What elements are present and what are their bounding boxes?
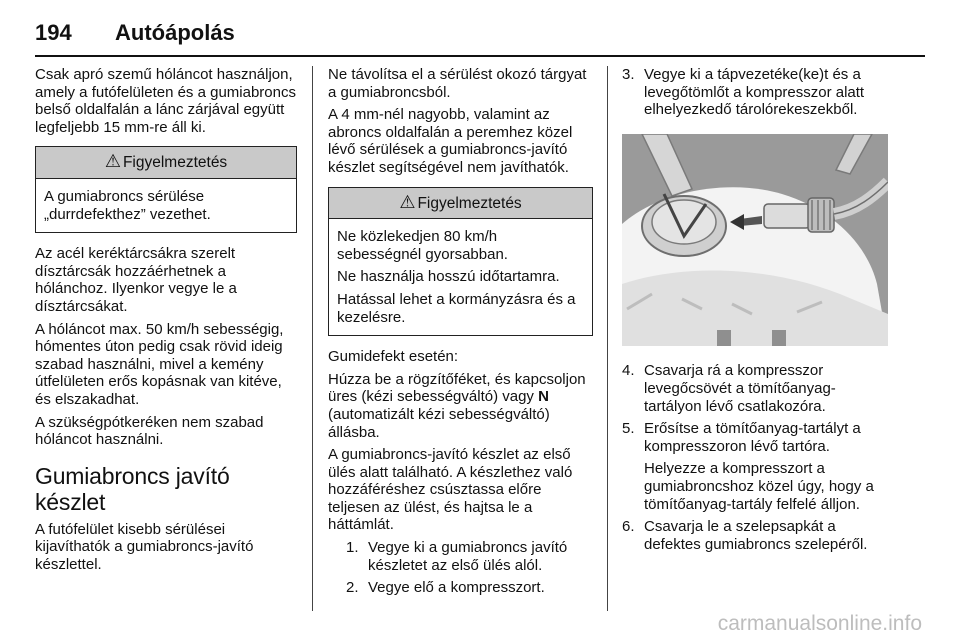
warning-triangle-icon: ⚠ bbox=[399, 191, 416, 212]
paragraph: A 4 mm-nél nagyobb, valamint az abroncs oldalfalán a peremhez közel lévő sérülések a gumiabroncs-javító készlet segítségével nem javíthatók. bbox=[328, 106, 573, 176]
step-number: 2. bbox=[346, 579, 359, 597]
step-text: Vegye ki a tápvezetéke(ke)t és a levegőtömlőt a kompresszor alatt elhelyezkedő tárolórekeszekből. bbox=[644, 66, 865, 119]
warning-header bbox=[36, 147, 296, 179]
paragraph: Csak apró szemű hóláncot használjon, amely a futófelületen és a gumiabroncs belső oldalfalán a lánc zárjával együtt legfeljebb 15 mm-re áll ki. bbox=[35, 66, 296, 136]
warning-text: Hatással lehet a kormányzásra és a kezelésre. bbox=[337, 290, 576, 326]
warning-body bbox=[36, 179, 296, 232]
section-heading: Gumiabroncs javító készlet bbox=[35, 462, 230, 515]
step-text: Csavarja rá a kompresszor levegőcsövét a tömítőanyag-tartályon lévő csatlakozóra. bbox=[644, 362, 836, 415]
paragraph: A gumiabroncs-javító készlet az első ülés alatt található. A készlethez való hozzáféréshez csúsztassa előre teljesen az ülést, és hajtsa le a háttámlát. bbox=[328, 446, 573, 534]
step-text: Csavarja le a szelepsapkát a defektes gumiabroncs szelepéről. bbox=[644, 518, 868, 553]
page-header bbox=[35, 20, 925, 60]
step-item bbox=[346, 539, 593, 574]
step-number: 1. bbox=[346, 539, 359, 557]
step-number: 6. bbox=[622, 518, 635, 536]
step-number: 3. bbox=[622, 66, 635, 83]
paragraph: Ne távolítsa el a sérülést okozó tárgyat a gumiabroncsból. bbox=[328, 66, 587, 101]
step-item bbox=[622, 362, 892, 415]
step-note: Helyezze a kompresszort a gumiabroncshoz közel úgy, hogy a tömítőanyag-tartály felfelé álljon. bbox=[644, 460, 874, 513]
header-rule bbox=[35, 55, 925, 57]
warning-text: Ne közlekedjen 80 km/h sebességnél gyorsabban. bbox=[337, 228, 508, 263]
text-run: Húzza be a rögzítőféket, és kapcsoljon üres (kézi sebességváltó) vagy bbox=[328, 370, 586, 406]
gear-position-n: N bbox=[538, 388, 549, 406]
warning-title: Figyelmeztetés bbox=[417, 194, 522, 212]
warning-text: A gumiabroncs sérülése „durrdefekthez” vezethet. bbox=[44, 187, 211, 223]
column-divider bbox=[607, 66, 608, 611]
column-3 bbox=[622, 66, 892, 558]
step-item bbox=[346, 579, 593, 597]
step-text: Vegye ki a gumiabroncs javító készletet az első ülés alól. bbox=[368, 539, 568, 574]
step-text: Vegye elő a kompresszort. bbox=[368, 579, 545, 597]
step-item bbox=[622, 420, 892, 455]
step-number: 5. bbox=[622, 420, 635, 438]
paragraph: A szükségpótkeréken nem szabad hóláncot használni. bbox=[35, 413, 264, 449]
column-divider bbox=[312, 66, 313, 611]
column-1 bbox=[35, 66, 297, 578]
paragraph: Gumidefekt esetén: bbox=[328, 348, 459, 366]
step-number: 4. bbox=[622, 362, 635, 380]
compressor-hose-illustration bbox=[622, 134, 888, 346]
paragraph: A hóláncot max. 50 km/h sebességig, hómentes úton pedig csak rövid ideig szabad használni, mivel a kemény útfelületen erős kopásnak van kitéve, és elszakadhat. bbox=[35, 320, 284, 408]
paragraph: Az acél keréktárcsákra szerelt dísztárcsák hozzáérhetnek a hólánchoz. Ilyenkor vegye le a dísztárcsákat. bbox=[35, 245, 237, 315]
section-title: Autóápolás bbox=[115, 20, 235, 45]
step-item bbox=[622, 66, 892, 119]
warning-title: Figyelmeztetés bbox=[122, 154, 228, 172]
warning-box bbox=[328, 187, 593, 337]
paragraph: A futófelület kisebb sérülései kijavíthatók a gumiabroncs-javító készlettel. bbox=[35, 520, 254, 573]
warning-box bbox=[35, 146, 297, 233]
paragraph bbox=[328, 371, 593, 441]
column-2 bbox=[328, 66, 593, 602]
warning-text: Ne használja hosszú időtartamra. bbox=[337, 268, 560, 286]
step-item bbox=[622, 518, 892, 553]
watermark: carmanualsonline.info bbox=[717, 612, 922, 635]
page-number: 194 bbox=[35, 20, 72, 45]
warning-header bbox=[329, 188, 592, 220]
warning-body bbox=[329, 219, 592, 335]
warning-triangle-icon: ⚠ bbox=[104, 151, 121, 172]
step-text: Erősítse a tömítőanyag-tartályt a kompresszoron lévő tartóra. bbox=[644, 420, 861, 455]
text-run: (automatizált kézi sebességváltó) állásba. bbox=[328, 405, 550, 441]
